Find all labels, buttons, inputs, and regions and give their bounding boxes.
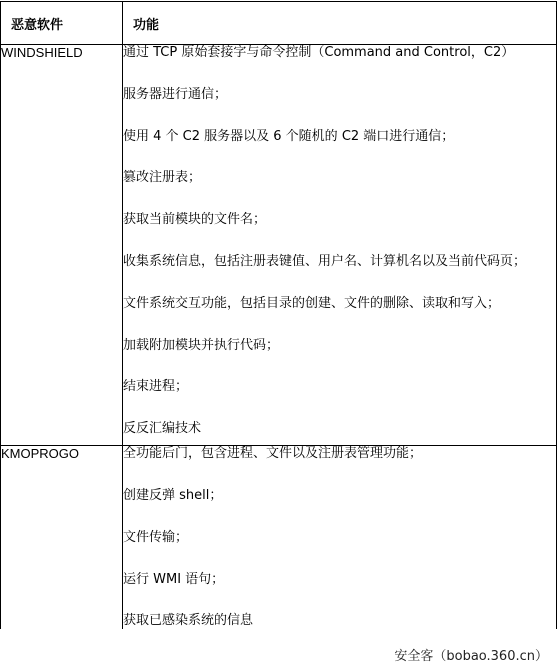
table-header-row	[1, 2, 557, 45]
function-item: 文件系统交互功能，包括目录的创建、文件的删除、读取和写入；	[123, 295, 501, 311]
function-item: 通过 TCP 原始套接字与命令控制（Command and Control，C2）	[123, 45, 515, 60]
function-list	[123, 446, 557, 630]
malware-function-table	[0, 1, 557, 629]
function-item: 创建反弹 shell；	[123, 487, 223, 503]
header-function: 功能	[123, 2, 557, 45]
function-item: 全功能后门，包含进程、文件以及注册表管理功能；	[123, 446, 423, 462]
function-item: 文件传输；	[123, 529, 189, 545]
function-item: 收集系统信息，包括注册表键值、用户名、计算机名以及当前代码页；	[123, 253, 527, 269]
malware-name: WINDSHIELD	[1, 45, 123, 446]
table-row	[1, 446, 557, 630]
function-item: 使用 4 个 C2 服务器以及 6 个随机的 C2 端口进行通信；	[123, 128, 455, 144]
function-item: 运行 WMI 语句；	[123, 571, 225, 587]
watermark: 安全客（bobao.360.cn）	[392, 644, 550, 665]
function-item: 服务器进行通信；	[123, 86, 228, 102]
header-malware: 恶意软件	[1, 2, 123, 45]
function-item: 结束进程；	[123, 379, 189, 395]
function-list	[123, 45, 557, 446]
function-item: 篡改注册表；	[123, 170, 202, 186]
function-item: 获取当前模块的文件名；	[123, 212, 267, 228]
function-item: 获取已感染系统的信息	[123, 613, 254, 629]
function-item: 加载附加模块并执行代码；	[123, 337, 280, 353]
function-item: 反反汇编技术	[123, 421, 202, 437]
malware-name: KMOPROGO	[1, 446, 123, 630]
table-row	[1, 45, 557, 446]
